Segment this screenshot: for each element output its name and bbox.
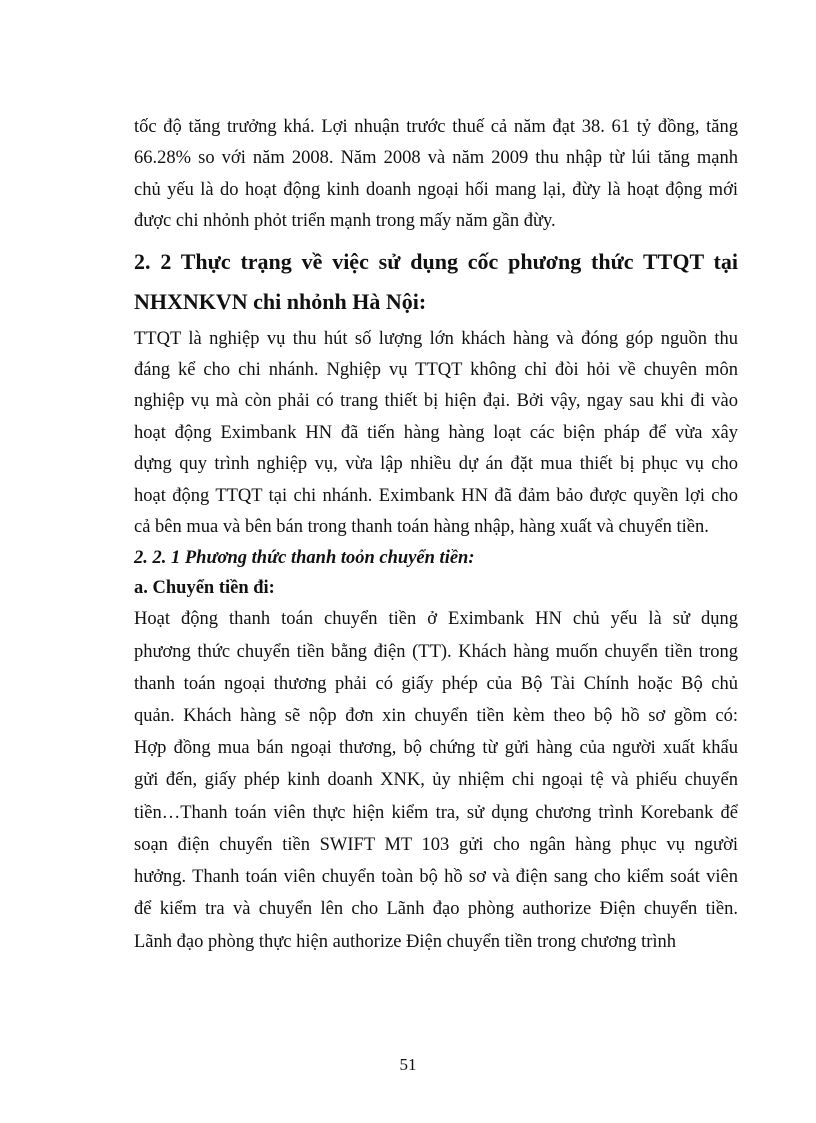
text-line: quản. Khách hàng sẽ nộp đơn xin chuyển tiền kèm theo bộ hồ sơ gồm có: xyxy=(134,706,738,727)
intro-paragraph xyxy=(134,112,738,238)
text-line: chủ yếu là do hoạt động kinh doanh ngoại hối mang lại, đừy là hoạt động mới xyxy=(134,179,738,200)
heading-line: NHXNKVN chi nhỏnh Hà Nội: xyxy=(134,288,427,314)
heading-line: 2. 2 Thực trạng về việc sử dụng cốc phương thức TTQT tại xyxy=(134,248,738,274)
text-line: 66.28% so với năm 2008. Năm 2008 và năm 2009 thu nhập từ lúi tăng mạnh xyxy=(134,148,738,169)
text-line: hưởng. Thanh toán viên chuyển toàn bộ hồ sơ và điện sang cho kiểm soát viên xyxy=(134,867,738,888)
text-line: nghiệp vụ mà còn phải có trang thiết bị hiện đại. Bởi vậy, ngay sau khi đi vào xyxy=(134,391,738,412)
text-line: đáng kể cho chi nhánh. Nghiệp vụ TTQT không chỉ đòi hỏi về chuyên môn xyxy=(134,360,738,381)
text-line: cả bên mua và bên bán trong thanh toán hàng nhập, hàng xuất và chuyển tiền. xyxy=(134,517,709,538)
text-line: phương thức chuyển tiền bằng điện (TT). Khách hàng muốn chuyển tiền trong xyxy=(134,641,738,662)
section-paragraph xyxy=(134,324,738,544)
section-heading xyxy=(134,242,738,322)
text-line: tốc độ tăng trưởng khá. Lợi nhuận trước thuế cả năm đạt 38. 61 tỷ đồng, tăng xyxy=(134,117,738,137)
text-line: Hoạt động thanh toán chuyển tiền ở Eximbank HN chủ yếu là sử dụng xyxy=(134,609,738,630)
subsubsection-heading: a. Chuyển tiền đi: xyxy=(134,578,275,599)
subsection-heading: 2. 2. 1 Phương thức thanh toỏn chuyển tiền: xyxy=(134,548,475,569)
text-line: gửi đến, giấy phép kinh doanh XNK, ủy nhiệm chi ngoại tệ và phiếu chuyển xyxy=(134,770,738,791)
text-line: tiền…Thanh toán viên thực hiện kiểm tra, sử dụng chương trình Korebank để xyxy=(134,802,738,823)
page-number: 51 xyxy=(399,1055,417,1074)
text-line: Hợp đồng mua bán ngoại thương, bộ chứng từ gửi hàng của người xuất khẩu xyxy=(134,738,738,759)
text-line: được chi nhỏnh phỏt triển mạnh trong mấy năm gần đừy. xyxy=(134,211,556,232)
text-line: TTQT là nghiệp vụ thu hút số lượng lớn khách hàng và đóng góp nguồn thu xyxy=(134,328,738,349)
body-paragraph xyxy=(134,603,738,957)
text-line: soạn điện chuyển tiền SWIFT MT 103 gửi cho ngân hàng phục vụ người xyxy=(134,834,738,855)
text-line: Lãnh đạo phòng thực hiện authorize Điện chuyển tiền trong chương trình xyxy=(134,931,677,952)
text-line: thanh toán ngoại thương phải có giấy phép của Bộ Tài Chính hoặc Bộ chủ xyxy=(134,673,738,694)
text-line: để kiểm tra và chuyển lên cho Lãnh đạo phòng authorize Điện chuyển tiền. xyxy=(134,899,738,920)
text-line: hoạt động Eximbank HN đã tiến hàng hàng loạt các biện pháp để vừa xây xyxy=(134,422,738,443)
text-line: dựng quy trình nghiệp vụ, vừa lập nhiều dự án đặt mua thiết bị phục vụ cho xyxy=(134,454,738,475)
page-content xyxy=(134,112,738,958)
text-line: hoạt động TTQT tại chi nhánh. Eximbank HN đã đảm bảo được quyền lợi cho xyxy=(134,485,738,506)
